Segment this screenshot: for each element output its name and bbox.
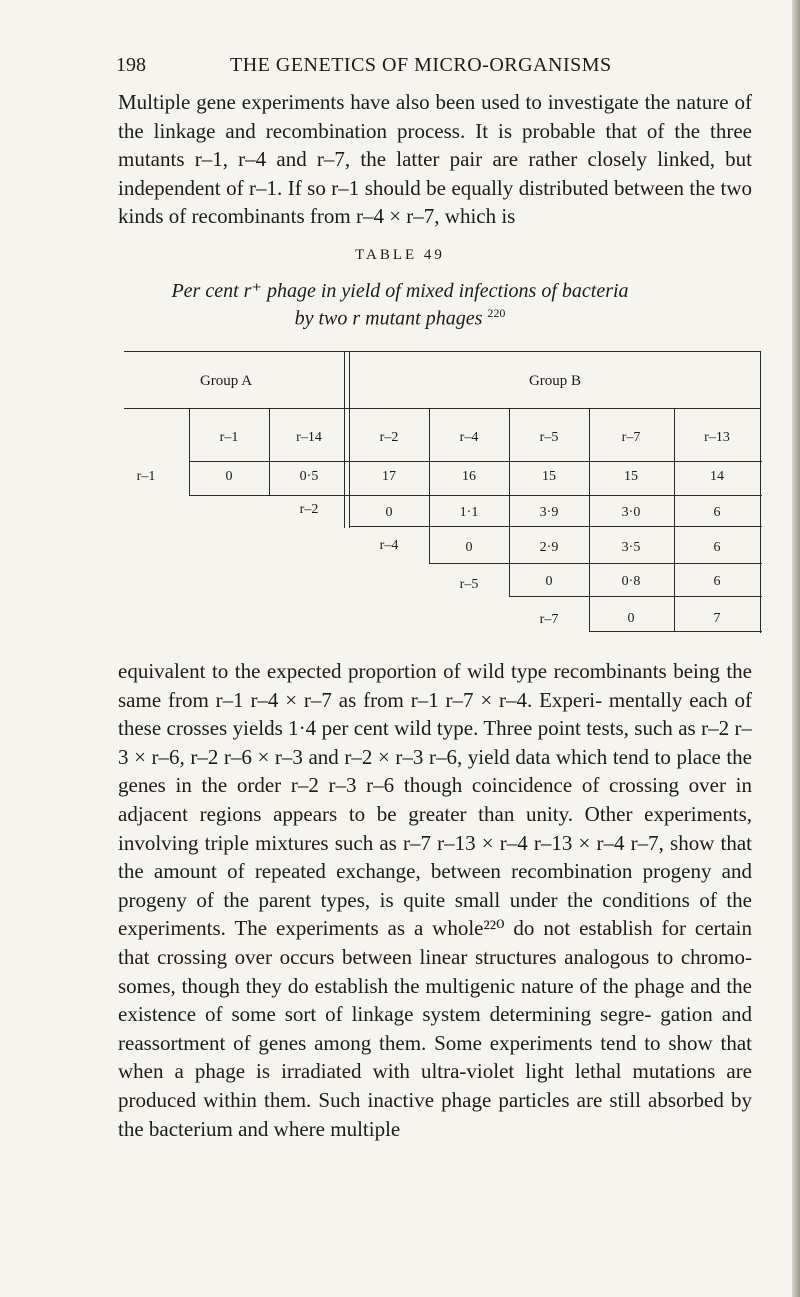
table-cell: 0·5	[299, 469, 319, 484]
table-cell: 17	[382, 469, 396, 484]
table-cell: 6	[713, 574, 721, 589]
table-rule	[189, 461, 762, 462]
text-line: r–7 r–13 × r–4 r–13 × r–4 r–7, show that the amount of repeated	[118, 830, 752, 884]
table-cell: 0	[465, 540, 473, 555]
table-rule	[349, 351, 350, 528]
table-rule	[589, 409, 590, 631]
text-line: between the two kinds of recombinants from r–4 × r–7, which is	[118, 175, 753, 229]
table-cell: 3·0	[621, 505, 641, 520]
table-cell: 3·9	[539, 505, 559, 520]
text-line: linked, but independent of r–1. If so r–1 should be equally distributed	[118, 147, 752, 200]
text-line: types, is quite small under the conditions of the experiments.	[118, 887, 752, 941]
table-cell: 15	[624, 469, 638, 484]
data-table	[104, 347, 764, 647]
table-cell: 6	[713, 505, 721, 520]
text-line: exchange, between recombination progeny and progeny of the parent	[118, 859, 753, 912]
table-cell: 16	[462, 469, 476, 484]
table-rule	[429, 563, 762, 564]
text-line: appears to be greater than unity.	[273, 801, 574, 826]
table-rule	[674, 409, 675, 631]
table-cell: 0	[225, 469, 233, 484]
text-line: nature of the linkage and recombination process. It is probable that	[118, 90, 753, 143]
column-header: r–5	[539, 430, 559, 445]
row-label: r–4	[379, 538, 399, 553]
table-rule	[189, 409, 190, 495]
text-line: being the same from r–1 r–4 × r–7 as from r–1 r–7 × r–4. Experi-	[118, 659, 752, 712]
page-number: 198	[116, 54, 146, 76]
group-a-header: Group A	[199, 373, 253, 389]
table-rule	[760, 351, 761, 633]
table-rule	[509, 409, 510, 596]
paragraph-body	[118, 657, 752, 1143]
table-rule	[349, 526, 762, 527]
paragraph-intro	[118, 88, 752, 231]
table-caption-line2	[0, 306, 800, 331]
running-title: THE GENETICS OF MICRO-ORGANISMS	[230, 54, 612, 76]
text-line: somes, though they do establish the multigenic nature of the phage	[118, 973, 685, 998]
table-cell: 14	[710, 469, 724, 484]
text-line: gation and reassortment of genes among them. Some experiments	[118, 1002, 753, 1055]
table-cell: 7	[713, 611, 721, 626]
table-cell: 0	[627, 611, 635, 626]
table-rule	[349, 495, 762, 496]
text-line: of the three mutants r–1, r–4 and r–7, the latter pair are rather closely	[118, 118, 752, 172]
row-label: r–7	[539, 612, 559, 627]
table-rule	[429, 409, 430, 563]
page-edge-shadow	[792, 0, 800, 1297]
table-cell: 0·8	[621, 574, 641, 589]
text-line: r–2 × r–3 r–6, yield data which tend to place the genes in the order	[118, 744, 752, 798]
row-label: r–2	[299, 502, 319, 517]
table-rule	[189, 495, 349, 496]
caption-text: by two r mutant phages	[294, 307, 483, 330]
table-cell: 0	[385, 505, 393, 520]
text-line: mentally each of these crosses yields 1·4 per cent wild type.	[118, 687, 752, 741]
page-header	[116, 50, 752, 80]
table-rule	[589, 631, 762, 632]
text-line: tend to show that when a phage is irradiated with ultra-violet light	[118, 1030, 752, 1084]
text-line: lethal mutations are produced within them. Such inactive phage	[118, 1059, 753, 1112]
column-header: r–1	[219, 430, 239, 445]
table-label: TABLE 49	[355, 247, 445, 263]
table-rule	[124, 408, 760, 409]
table-rule	[509, 596, 762, 597]
caption-reference: 220	[487, 306, 506, 320]
column-header: r–14	[296, 430, 322, 445]
table-caption-line1: Per cent r⁺ phage in yield of mixed infections of bacteria	[171, 280, 629, 302]
text-line: equivalent to the expected proportion of wild type recombinants	[118, 659, 667, 683]
group-b-header: Group B	[528, 373, 582, 389]
table-rule	[344, 351, 345, 528]
table-cell: 2·9	[539, 540, 559, 555]
text-line: and the existence of some sort of linkage system determining segre-	[118, 973, 753, 1027]
column-header: r–7	[621, 430, 641, 445]
text-line: The experiments as a whole²²⁰ do not establish for certain that	[118, 916, 752, 969]
column-header: r–2	[379, 430, 399, 445]
text-line: crossing over occurs between linear structures analogous to chromo-	[157, 944, 752, 969]
table-cell: 6	[713, 540, 721, 555]
column-header: r–13	[704, 430, 730, 445]
table-cell: 3·5	[621, 540, 641, 555]
text-line: Three point tests, such as r–2 r–3 × r–6, r–2 r–6 × r–3 and	[118, 716, 752, 769]
text-line: Other experiments, involving triple mixtures such as	[118, 801, 753, 855]
table-rule	[124, 351, 760, 352]
table-rule	[269, 409, 270, 495]
column-header: r–4	[459, 430, 479, 445]
text-line: particles are still absorbed by the bacterium and where multiple	[118, 1087, 752, 1141]
row-label: r–5	[459, 577, 479, 592]
table-cell: 15	[542, 469, 556, 484]
row-label: r–1	[136, 469, 156, 484]
table-cell: 0	[545, 574, 553, 589]
table-cell: 1·1	[459, 505, 479, 520]
text-line: Multiple gene experiments have also been used to investigate the	[118, 90, 671, 114]
text-line: r–2 r–3 r–6 though coincidence of crossing over in adjacent regions	[118, 773, 752, 826]
